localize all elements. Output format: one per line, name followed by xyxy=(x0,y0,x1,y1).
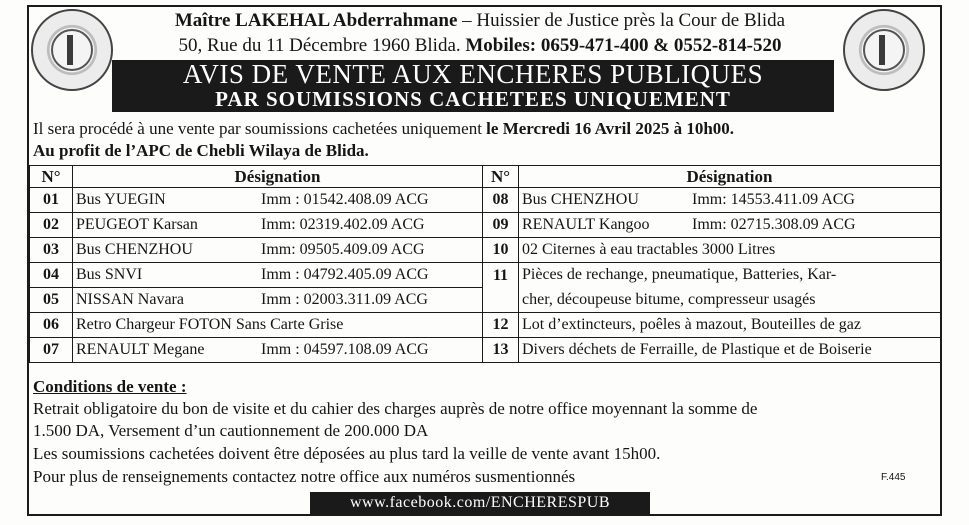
condition-line: 1.500 DA, Versement d’un cautionnement de 200.000 DA xyxy=(33,421,429,440)
header-line-1: Maître LAKEHAL Abderrahmane – Huissier de Justice près la Cour de Blida xyxy=(174,10,786,31)
table-row: 02 PEUGEOT Karsan Imm: 02319.402.09 ACG 09 RENAULT Kangoo Imm: 02715.308.09 ACG xyxy=(30,213,941,238)
sale-date: le Mercredi 16 Avril 2025 à 10h00. xyxy=(481,119,735,138)
intro-line: Il sera procédé à une vente par soumissions cachetées uniquement le Mercredi 16 Avril 2025 à 10h00. xyxy=(33,119,735,138)
reference-code: F.445 xyxy=(881,472,906,483)
col-num-header: N° xyxy=(30,166,73,188)
table-row: 05 NISSAN Navara Imm : 02003.311.09 ACG cher, découpeuse bitume, compresseur usagés xyxy=(30,288,941,313)
mobiles-numbers: 0659-471-400 & 0552-814-520 xyxy=(540,35,782,56)
condition-line: Les soumissions cachetées doivent être déposées au plus tard la veille de vente avant 15h00. xyxy=(33,444,661,463)
bailiff-name: Maître LAKEHAL Abderrahmane xyxy=(174,10,458,31)
table-row: 03 Bus CHENZHOU Imm: 09505.409.09 ACG 10 02 Citernes à eau tractables 3000 Litres xyxy=(30,238,941,263)
header-line-2 xyxy=(100,35,860,57)
conditions-title: Conditions de vente : xyxy=(33,377,187,396)
office-address: 50, Rue du 11 Décembre 1960 Blida. xyxy=(178,35,461,56)
title-line-2: PAR SOUMISSIONS CACHETEES UNIQUEMENT xyxy=(215,87,731,111)
condition-line: Retrait obligatoire du bon de visite et du cahier des charges auprès de notre office moyennant la somme de xyxy=(33,399,758,418)
col-designation-header: Désignation xyxy=(519,166,941,188)
table-row: 01 Bus YUEGIN Imm : 01542.408.09 ACG 08 Bus CHENZHOU Imm: 14553.411.09 ACG xyxy=(30,188,941,213)
facebook-link[interactable]: www.facebook.com/ENCHERESPUB xyxy=(310,492,650,514)
table-header-row xyxy=(30,166,941,188)
table-row: 06 Retro Chargeur FOTON Sans Carte Grise 12 Lot d’extincteurs, poêles à mazout, Bouteilles de gaz xyxy=(30,313,941,338)
col-designation-header: Désignation xyxy=(73,166,483,188)
mobiles-label: Mobiles: xyxy=(465,35,537,56)
beneficiary-line: Au profit de l’APC de Chebli Wilaya de Blida. xyxy=(33,141,369,160)
title-banner xyxy=(112,60,834,112)
condition-line: Pour plus de renseignements contactez notre office aux numéros susmentionnés xyxy=(33,467,576,486)
title-line-1: AVIS DE VENTE AUX ENCHERES PUBLIQUES xyxy=(182,59,764,89)
col-num-header: N° xyxy=(483,166,519,188)
bailiff-role: Huissier de Justice près la Cour de Blida xyxy=(476,10,786,31)
lots-table xyxy=(29,165,941,363)
table-row: 07 RENAULT Megane Imm : 04597.108.09 ACG 13 Divers déchets de Ferraille, de Plastique et de Boiserie xyxy=(30,338,941,363)
table-row: 04 Bus SNVI Imm : 04792.405.09 ACG 11 Pièces de rechange, pneumatique, Batteries, Kar- xyxy=(30,263,941,288)
